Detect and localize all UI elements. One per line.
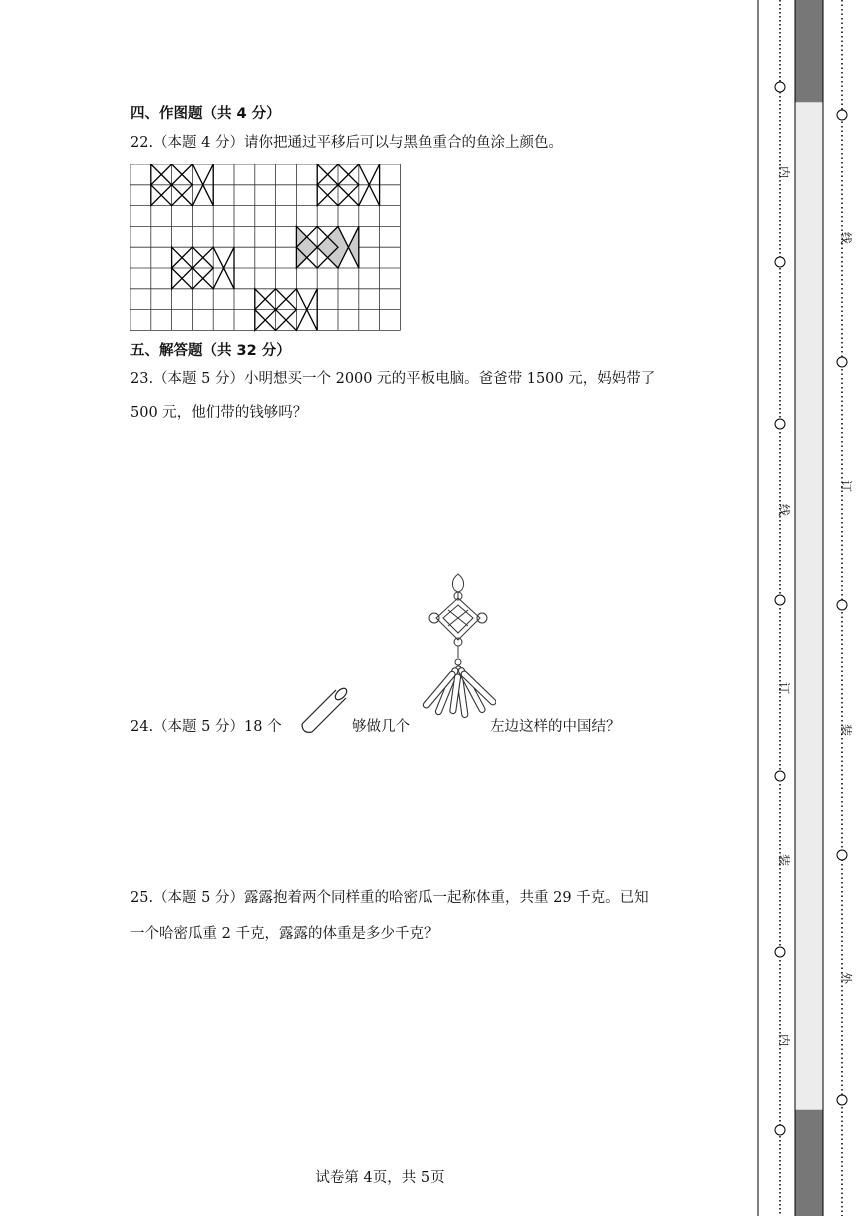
- binding-inner-label: 内: [777, 1033, 791, 1047]
- question-22-text: 22.（本题 4 分）请你把通过平移后可以与黑鱼重合的鱼涂上颜色。: [130, 135, 564, 151]
- chinese-knot-icon: [420, 572, 496, 734]
- binding-inner-label: 内: [777, 165, 791, 179]
- binding-inner-label: 装: [777, 853, 791, 867]
- binding-inner-label: 订: [777, 681, 791, 695]
- binding-margin: [750, 0, 860, 1216]
- binding-outer-label: 外: [839, 971, 853, 985]
- section-5-title: 五、解答题（共 32 分）: [130, 343, 291, 359]
- question-23-line-1: 23.（本题 5 分）小明想买一个 2000 元的平板电脑。爸爸带 1500 元，妈妈带了: [130, 371, 656, 387]
- straw-icon: [298, 684, 352, 734]
- fish-shape: [296, 226, 358, 268]
- page-footer: 试卷第 4页，共 5页: [315, 1170, 445, 1186]
- question-23-line-2: 500 元，他们带的钱够吗？: [130, 405, 308, 421]
- question-24-part-3: 左边这样的中国结？: [490, 719, 621, 735]
- question-24-part-1: 24.（本题 5 分）18 个: [130, 719, 282, 735]
- question-25-line-2: 一个哈密瓜重 2 千克，露露的体重是多少千克？: [130, 926, 439, 942]
- binding-outer-label: 线: [839, 231, 853, 245]
- binding-outer-label: 装: [839, 723, 853, 737]
- section-4-title: 四、作图题（共 4 分）: [130, 106, 281, 122]
- binding-inner-label: 线: [777, 503, 791, 517]
- fish-grid: [130, 164, 402, 332]
- grid-lines: [130, 164, 400, 330]
- question-25-line-1: 25.（本题 5 分）露露抱着两个同样重的哈密瓜一起称体重，共重 29 千克。已知: [130, 890, 649, 906]
- binding-outer-label: 订: [839, 479, 853, 493]
- question-24-part-2: 够做几个: [352, 719, 410, 735]
